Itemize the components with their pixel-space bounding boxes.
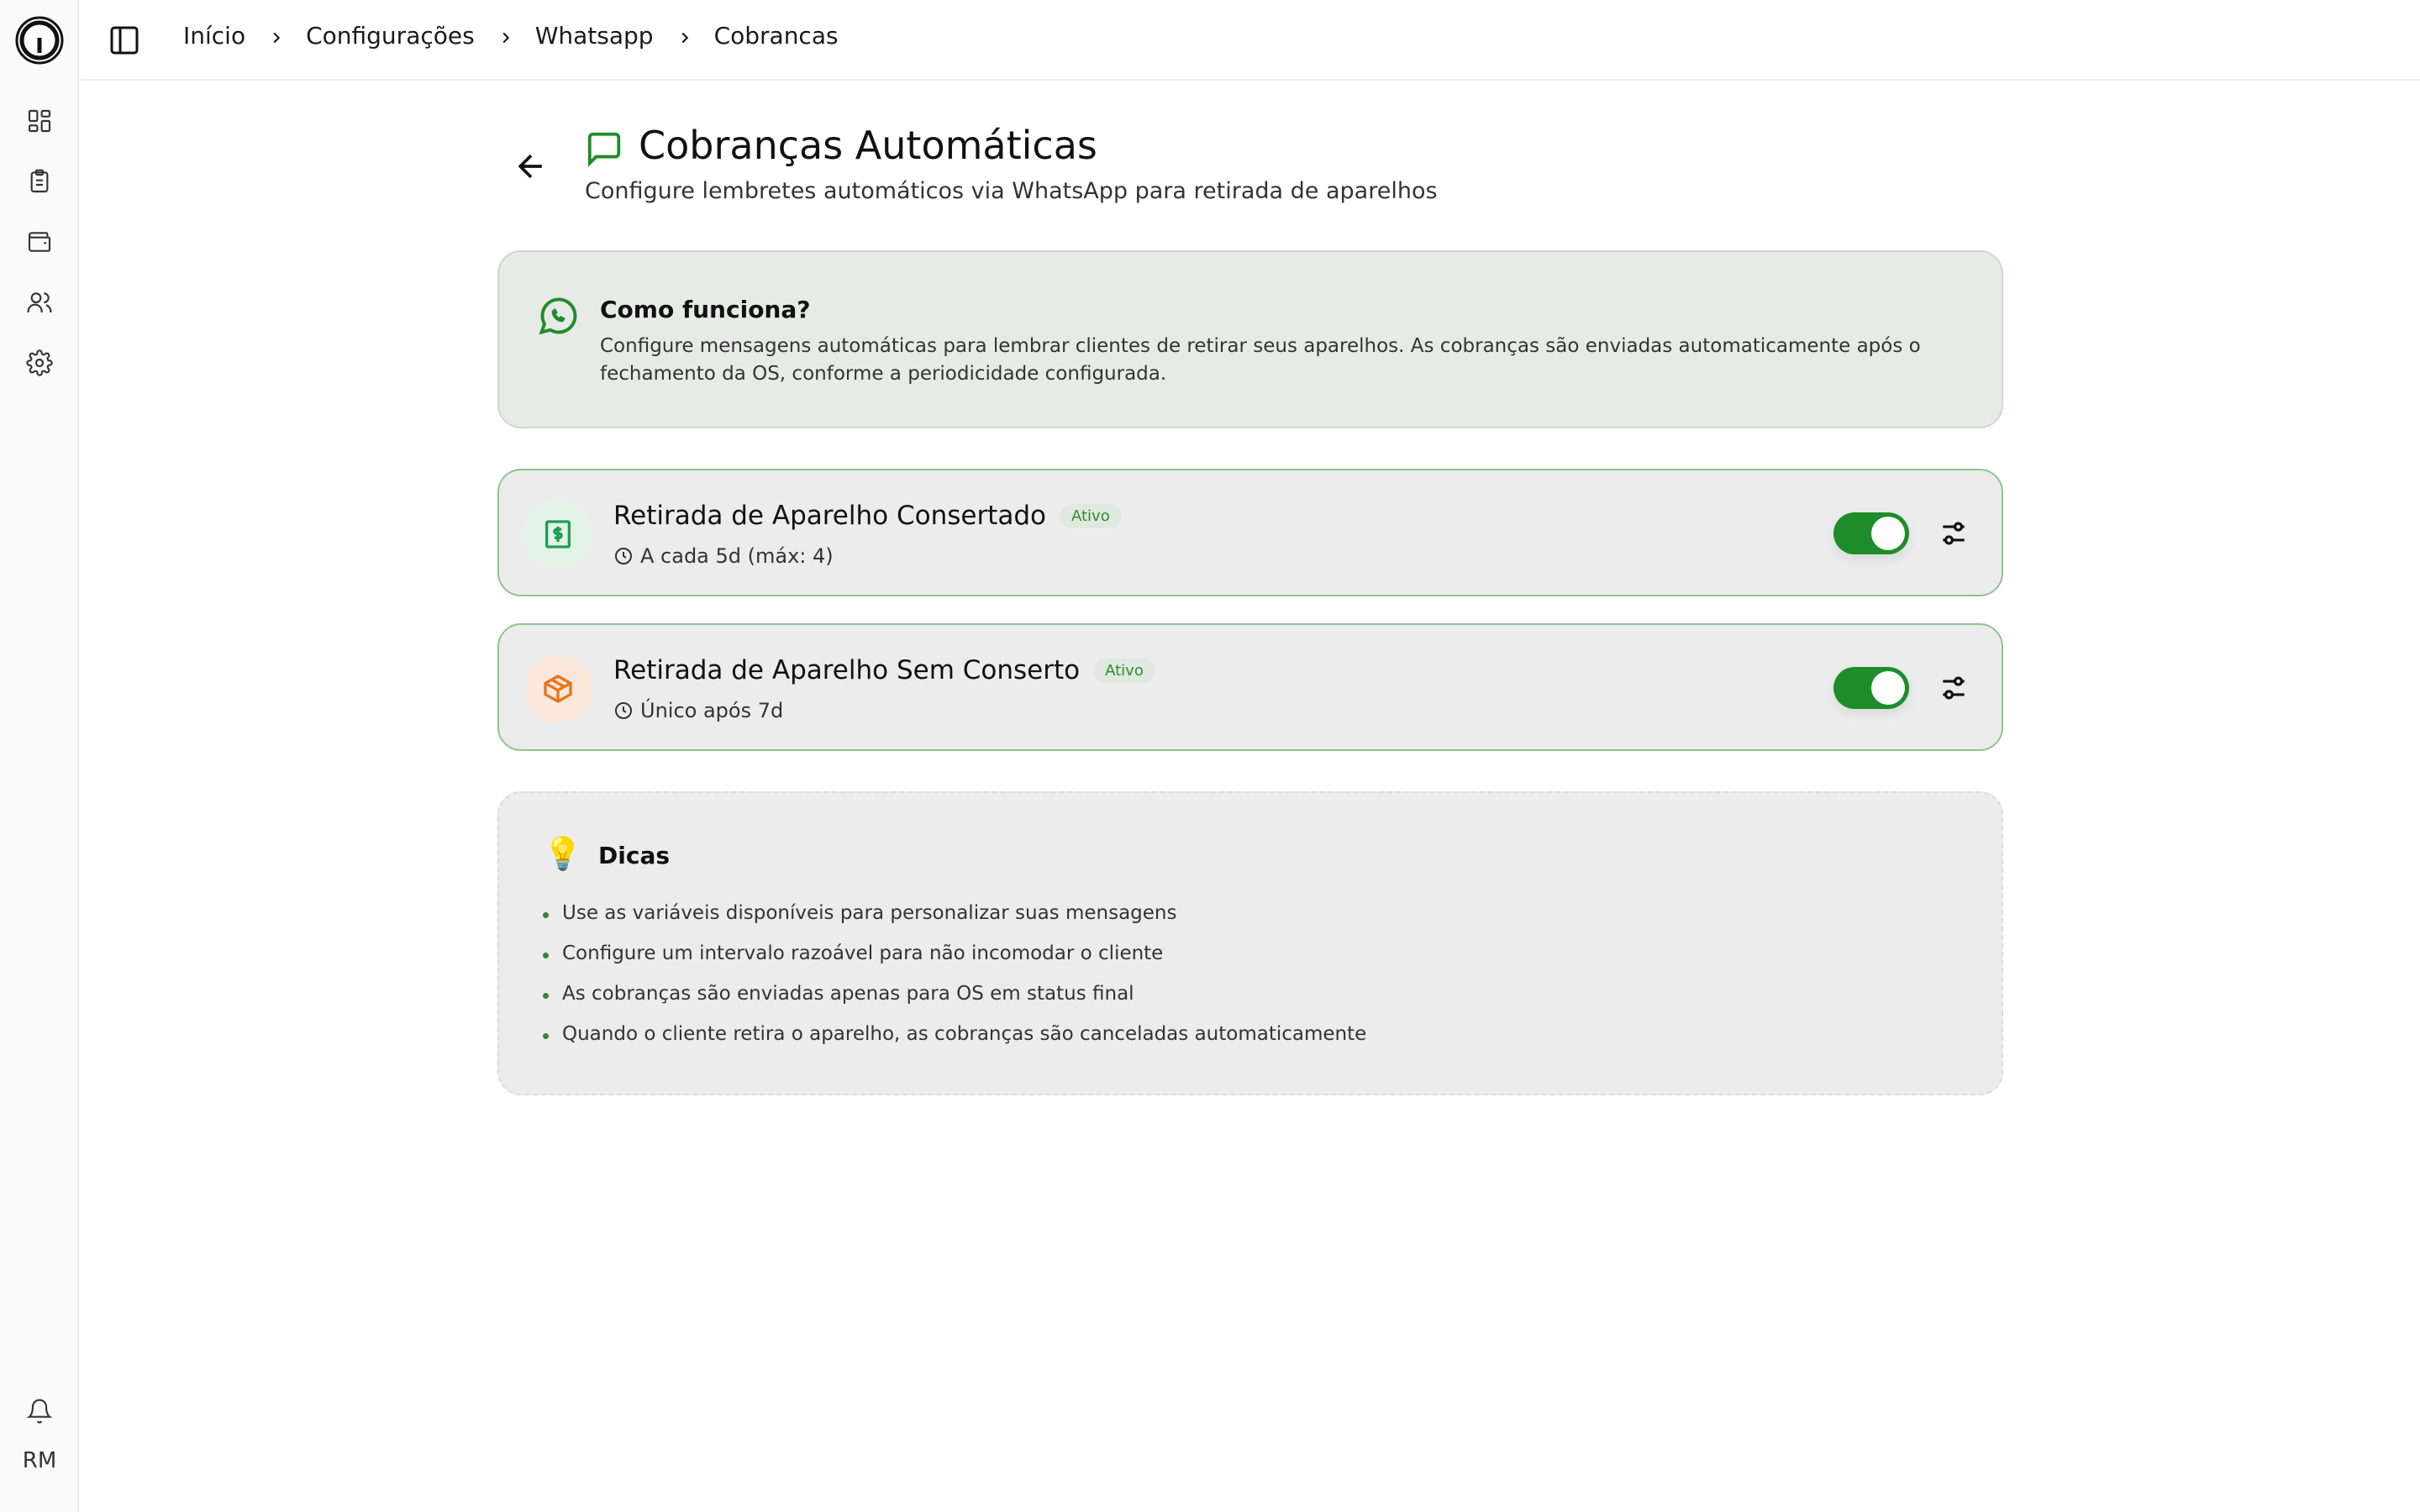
- tips-title: Dicas: [598, 842, 670, 869]
- notifications-button[interactable]: [23, 1394, 56, 1428]
- sidebar: [0, 0, 79, 1512]
- breadcrumb-whatsapp[interactable]: Whatsapp: [534, 22, 654, 50]
- list-item: [543, 942, 1366, 983]
- toggle-knob: [1871, 517, 1905, 550]
- chevron-right-icon: [676, 29, 694, 47]
- tips-list: [543, 902, 1366, 1063]
- tips-card: [497, 791, 2003, 1095]
- bullet: [543, 1033, 549, 1039]
- sliders-icon: [1938, 517, 1970, 549]
- receipt-dollar-icon: [541, 517, 575, 551]
- tip-text: Quando o cliente retira o aparelho, as cobranças são canceladas automaticamente: [562, 1023, 1367, 1045]
- bell-icon: [26, 1398, 53, 1425]
- panel-left-icon: [108, 24, 141, 57]
- clock-icon: [613, 701, 634, 721]
- info-card: [497, 250, 2003, 428]
- avatar[interactable]: RM: [22, 1448, 57, 1473]
- sliders-icon: [1938, 672, 1970, 704]
- list-item: [543, 902, 1366, 942]
- rule-name: [613, 655, 1155, 685]
- bullet: [543, 953, 549, 958]
- message-square-icon: [585, 129, 623, 168]
- chevron-right-icon: [497, 29, 515, 47]
- rule-enabled-toggle[interactable]: [1833, 667, 1909, 709]
- dashboard-icon: [26, 108, 53, 134]
- rule-enabled-toggle[interactable]: [1833, 512, 1909, 554]
- back-button[interactable]: [513, 148, 550, 185]
- rule-schedule: [613, 544, 834, 568]
- info-text: Configure mensagens automáticas para lembrar clientes de retirar seus aparelhos. As cobranças são enviadas automaticamente após o fechamento da OS, conforme a periodicidade configurada.: [600, 335, 1921, 385]
- bullet: [543, 912, 549, 918]
- app-logo[interactable]: [15, 16, 64, 65]
- rule-card-consertado[interactable]: [497, 469, 2003, 596]
- breadcrumb-configuracoes[interactable]: Configurações: [306, 22, 475, 50]
- package-icon: [541, 672, 575, 706]
- rule-icon-container: [524, 655, 592, 722]
- lightbulb-icon: 💡: [543, 835, 583, 872]
- rule-name-text: Retirada de Aparelho Sem Conserto: [613, 655, 1081, 685]
- rule-icon-container: [524, 501, 592, 568]
- sidebar-item-settings[interactable]: [23, 346, 56, 380]
- chevron-right-icon: [267, 29, 286, 47]
- users-icon: [26, 289, 53, 316]
- whatsapp-icon: [536, 294, 580, 338]
- sidebar-item-finance[interactable]: [23, 225, 56, 259]
- tip-text: Use as variáveis disponíveis para personalizar suas mensagens: [562, 902, 1177, 924]
- wallet-icon: [26, 228, 53, 255]
- status-badge: Ativo: [1093, 659, 1155, 683]
- tip-text: As cobranças são enviadas apenas para OS em status final: [562, 983, 1134, 1005]
- rule-settings-button[interactable]: [1938, 517, 1970, 549]
- list-item: [543, 983, 1366, 1023]
- page-title: Cobranças Automáticas: [639, 123, 1097, 168]
- bullet: [543, 993, 549, 999]
- breadcrumb-cobrancas: Cobrancas: [713, 22, 839, 50]
- clipboard-list-icon: [26, 168, 53, 195]
- sidebar-item-customers[interactable]: [23, 286, 56, 319]
- rule-schedule: [613, 699, 783, 722]
- sidebar-toggle-button[interactable]: [108, 24, 141, 57]
- rule-card-sem-conserto[interactable]: [497, 623, 2003, 751]
- clock-icon: [613, 546, 634, 566]
- sidebar-item-orders[interactable]: [23, 165, 56, 198]
- rule-settings-button[interactable]: [1938, 672, 1970, 704]
- rule-name: [613, 501, 1122, 531]
- breadcrumb: [183, 22, 839, 50]
- status-badge: Ativo: [1060, 504, 1122, 528]
- rule-schedule-text: A cada 5d (máx: 4): [640, 544, 834, 568]
- sidebar-item-dashboard[interactable]: [23, 104, 56, 138]
- gear-icon: [26, 349, 53, 376]
- info-title: Como funciona?: [600, 296, 811, 323]
- list-item: [543, 1023, 1366, 1063]
- top-header: [81, 0, 2420, 81]
- page-subtitle: Configure lembretes automáticos via WhatsApp para retirada de aparelhos: [585, 178, 1438, 204]
- rule-name-text: Retirada de Aparelho Consertado: [613, 501, 1046, 531]
- arrow-left-icon: [513, 148, 550, 185]
- rule-schedule-text: Único após 7d: [640, 699, 784, 722]
- breadcrumb-inicio[interactable]: Início: [183, 22, 246, 50]
- tip-text: Configure um intervalo razoável para não incomodar o cliente: [562, 942, 1164, 964]
- toggle-knob: [1871, 671, 1905, 705]
